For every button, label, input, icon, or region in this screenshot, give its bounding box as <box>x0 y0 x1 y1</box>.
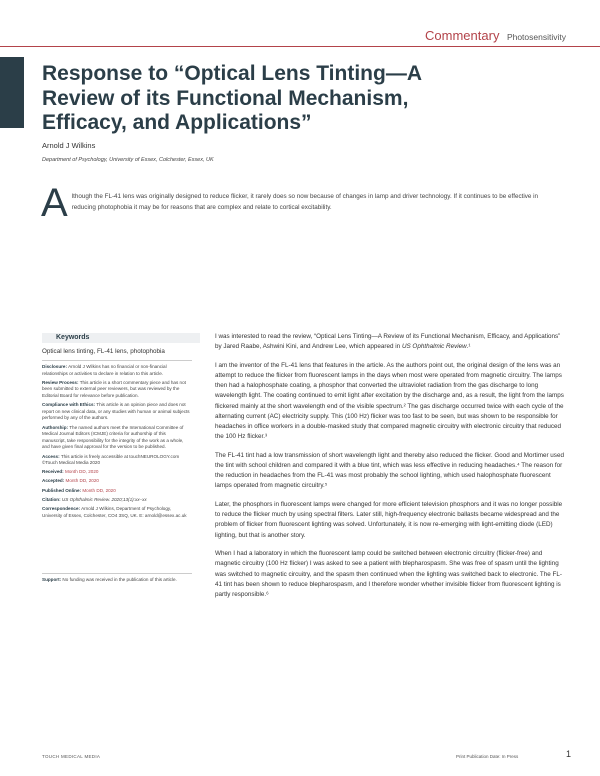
citation-note: Citation: US Ophthalmic Review. 2020;13(1):xx–xx <box>42 496 147 502</box>
body-paragraph-3: The FL-41 tint had a low transmission of short wavelength light and thereby also reduced the flicker. Good and Mortimer used the tint with school children and compared it with a blue tint, which was less effective in reducing headaches.⁴ The reason for the reduction in headaches from the FL-41 was most probably the school lighting, which used halophosphate fluorescent lamps operated from magnetic circuitry.⁵ <box>215 451 564 490</box>
abstract-dropcap: A <box>41 181 68 225</box>
body-paragraph-2: I am the inventor of the FL-41 lens that features in the article. As the authors point out, the original design of the lens was an attempt to reduce the flicker from fluorescent lamps in the days when most were operated from magnetic circuitry. The lamps then had a halophosphate coating, a phosphor that converted the ultraviolet radiation from the gas discharge to long wavelength light. The coating continued to emit light after excitation by the discharge and, as a result, the light from the lamps flickered mainly at the short wavelength end of the visible spectrum.² The gas discharge occurred twice with each cycle of the alternating current (AC) electricity supply. This (100 Hz) flicker was too fast to be seen, but was shown to be responsible for headaches in office workers in a double-masked study that compared magnetic circuitry with electronic circuitry that reduced the 100 Hz flicker.³ <box>215 361 564 441</box>
abstract-text: lthough the FL-41 lens was originally designed to reduce flicker, it rarely does so now because of changes in lamp and driver technology. If it continues to be effective in reducing photophobia it may be for reasons that are complex and relate to cortical excitability. <box>71 193 539 211</box>
author-affiliation: Department of Psychology, University of Essex, Colchester, Essex, UK <box>42 157 214 163</box>
accepted-date: Accepted: Month DD, 2020 <box>42 478 99 484</box>
authorship-note: Authorship: The named authors meet the International Committee of Medical Journal Editors (ICMJE) criteria for authorship of this manuscript, take responsibility for the integrity of the work as a whole, and have given final approval for the version to be published. <box>42 424 184 450</box>
support-note: Support: No funding was received in the publication of this article. <box>42 577 177 582</box>
section-label: Commentary <box>425 28 500 43</box>
footer-print-date: Print Publication Date: In Press <box>456 754 519 759</box>
keywords-heading: Keywords <box>56 334 90 341</box>
received-date: Received: Month DD, 2020 <box>42 469 99 475</box>
body-paragraph-1: I was interested to read the review, “Optical Lens Tinting—A Review of its Functional Mechanism, Efficacy, and Applications” by Jared Raabe, Ashwini Kini, and Andrew Lee, which appeared in US Ophthalmic Review.¹ <box>215 333 561 351</box>
article-info-sidebar <box>42 364 190 522</box>
keywords-values: Optical lens tinting, FL-41 lens, photophobia <box>42 348 165 355</box>
title-accent-block <box>0 57 24 128</box>
page-number: 1 <box>566 749 572 759</box>
header-rule <box>0 46 600 47</box>
article-title: Response to “Optical Lens Tinting—A Review of its Functional Mechanism, Efficacy, and Applications” <box>42 62 422 134</box>
sidebar-rule-top <box>42 360 192 361</box>
access-note: Access: This article is freely accessible at touchNEUROLOGY.com ©Touch Medical Media 2020 <box>42 453 180 466</box>
sidebar-rule-bottom <box>42 573 192 574</box>
abstract <box>41 181 562 225</box>
body-paragraph-4: Later, the phosphors in fluorescent lamps were changed for more efficient television phosphors and it was no longer possible to reduce the flicker much by using spectral filters. Later still, high-frequency electronic ballasts became widespread and the problem of flicker from fluorescent lighting was solved. Unfortunately, it is now re-emerging with light-emitting diode (LED) lighting, but that is another story. <box>215 501 563 539</box>
author-name: Arnold J Wilkins <box>42 141 96 150</box>
body-paragraph-5: When I had a laboratory in which the fluorescent lamp could be switched between electronic circuitry (flicker-free) and magnetic circuitry (100 Hz flicker) I was asked to see a patient with blepharospasm. She was free of spasm until the lighting was switched to magnetic circuitry, and the spasm then continued when the lighting was switched back to electronic. The FL-41 tint has been shown to reduce blepharospasm, and I therefore wonder whether invisible flicker from fluorescent lighting is partly responsible.⁶ <box>215 550 562 599</box>
correspondence-note: Correspondence: Arnold J Wilkins, Department of Psychology, University of Essex, Colchester, CO4 3SQ, UK. E: arnold@essex.ac.uk <box>42 506 187 518</box>
ethics-note: Compliance with Ethics: This article is an opinion piece and does not report on new clinical data, or any studies with human or animal subjects performed by any of the authors. <box>42 402 190 421</box>
review-note: Review Process: This article is a short commentary piece and has not been submitted to external peer reviewers, but was reviewed by the Editorial Board for relevance before publication. <box>42 379 186 398</box>
running-header <box>425 28 566 43</box>
disclosure-note: Disclosure: Arnold J Wilkins has no financial or non-financial relationships or activities to declare in relation to this article. <box>42 364 167 376</box>
published-date: Published Online: Month DD, 2020 <box>42 487 116 493</box>
subsection-label: Photosensitivity <box>506 32 566 42</box>
article-body <box>215 332 565 609</box>
footer-publisher: TOUCH MEDICAL MEDIA <box>42 754 101 759</box>
